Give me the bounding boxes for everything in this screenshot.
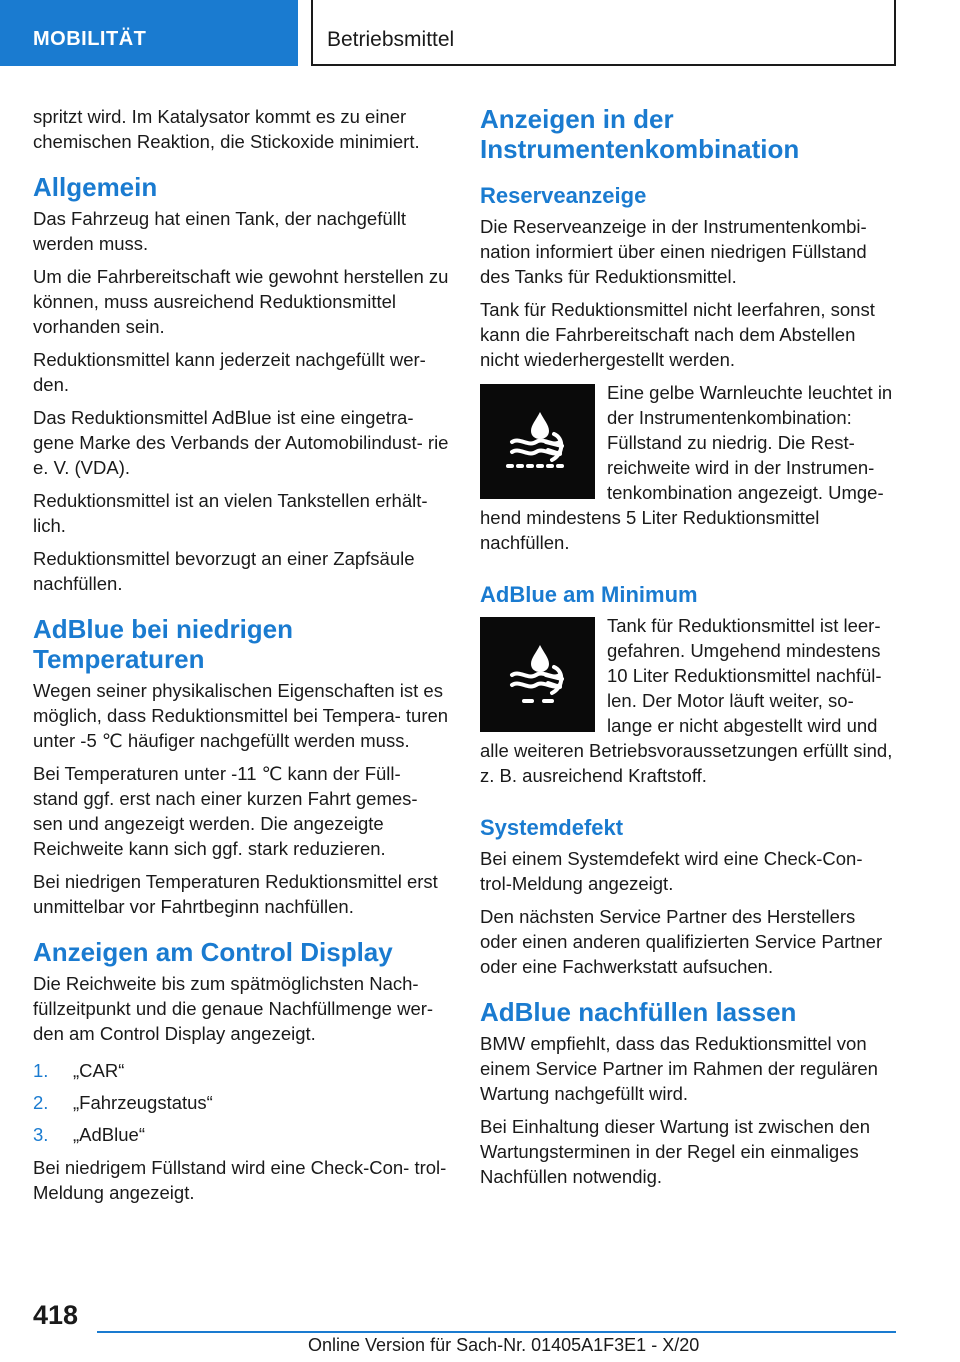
page-header bbox=[0, 0, 960, 66]
adblue-warning-icon bbox=[480, 384, 595, 499]
heading-allgemein: Allgemein bbox=[33, 172, 158, 202]
heading-nachfuellen: AdBlue nachfüllen lassen bbox=[480, 997, 797, 1027]
paragraph: Tank für Reduktionsmittel nicht leerfahren, sonst kann die Fahrbereitschaft nach dem Abstellen nicht wiederhergestellt werden. bbox=[480, 299, 875, 370]
paragraph: Das Reduktionsmittel AdBlue ist eine eingetra‐ gene Marke des Verbands der Automobilindust‐ rie e. V. (VDA). bbox=[33, 407, 449, 478]
paragraph: Reduktionsmittel kann jederzeit nachgefüllt wer‐ den. bbox=[33, 349, 426, 395]
paragraph: Wegen seiner physikalischen Eigenschaften ist es möglich, dass Reduktionsmittel bei Tempera‐ turen unter -5 ℃ häufiger nachgefüllt werden muss. bbox=[33, 680, 449, 751]
page-number: 418 bbox=[33, 1300, 79, 1330]
heading-control-display: Anzeigen am Control Display bbox=[33, 937, 393, 967]
paragraph: Bei einem Systemdefekt wird eine Check-Con‐ trol-Meldung angezeigt. bbox=[480, 848, 863, 894]
reserve-icon-block bbox=[480, 380, 896, 563]
paragraph: Bei Einhaltung dieser Wartung ist zwischen den Wartungsterminen in der Regel ein einmaliges Nachfüllen notwendig. bbox=[480, 1116, 871, 1187]
heading-minimum: AdBlue am Minimum bbox=[480, 582, 698, 607]
minimum-icon-block bbox=[480, 613, 896, 796]
chapter-title: Betriebsmittel bbox=[311, 0, 896, 66]
step-text: „AdBlue“ bbox=[73, 1124, 145, 1145]
right-column bbox=[480, 104, 896, 1197]
paragraph: Reduktionsmittel bevorzugt an einer Zapfsäule nachfüllen. bbox=[33, 548, 415, 594]
footer-text: Online Version für Sach-Nr. 01405A1F3E1 - X/20 bbox=[308, 1335, 700, 1355]
list-item bbox=[33, 1090, 449, 1115]
step-text: „CAR“ bbox=[73, 1060, 125, 1081]
list-item bbox=[33, 1058, 449, 1083]
step-number: 1. bbox=[33, 1060, 49, 1081]
heading-systemdefekt: Systemdefekt bbox=[480, 815, 624, 840]
paragraph: Die Reserveanzeige in der Instrumentenkombi‐ nation informiert über einen niedrigen Füllstand des Tanks für Reduktionsmittel. bbox=[480, 216, 867, 287]
heading-instrument: Anzeigen in der Instrumentenkombination bbox=[480, 104, 800, 164]
paragraph: Bei Temperaturen unter -11 ℃ kann der Füll‐ stand ggf. erst nach einer kurzen Fahrt gemes‐ sen und angezeigt werden. Die angezeigte Reichweite kann sich ggf. stark reduzieren. bbox=[33, 763, 418, 859]
steps-list bbox=[33, 1058, 449, 1147]
step-number: 3. bbox=[33, 1124, 49, 1145]
paragraph: Um die Fahrbereitschaft wie gewohnt herstellen zu können, muss ausreichend Reduktionsmittel vorhanden sein. bbox=[33, 266, 449, 337]
list-item bbox=[33, 1122, 449, 1147]
paragraph: BMW empfiehlt, dass das Reduktionsmittel von einem Service Partner im Rahmen der regulären Wartung nachgefüllt wird. bbox=[480, 1033, 878, 1104]
paragraph: Reduktionsmittel ist an vielen Tankstellen erhält‐ lich. bbox=[33, 490, 428, 536]
paragraph: Das Fahrzeug hat einen Tank, der nachgefüllt werden muss. bbox=[33, 208, 406, 254]
reserve-icon-text: Eine gelbe Warnleuchte leuchtet in der Instrumentenkombination: Füllstand zu niedrig. Die Rest‐ reichweite wird in der Instrumen‐ tenkombination angezeigt. Umge‐ hend mindestens 5 Liter Reduktionsmittel nachfüllen. bbox=[480, 382, 893, 553]
minimum-icon-text: Tank für Reduktionsmittel ist leer‐ gefahren. Umgehend mindestens 10 Liter Reduktionsmittel nachfül‐ len. Der Motor läuft weiter, so‐ lange er nicht abgestellt wird und alle weiteren Betriebsvoraussetzungen erfüllt sind, z. B. ausreichend Kraftstoff. bbox=[480, 615, 893, 786]
paragraph: Den nächsten Service Partner des Herstellers oder einen anderen qualifizierten Service Partner oder eine Fachwerkstatt aufsuchen. bbox=[480, 906, 883, 977]
heading-temperaturen: AdBlue bei niedrigen Temperaturen bbox=[33, 614, 294, 674]
left-column bbox=[33, 104, 449, 1213]
paragraph: Bei niedrigem Füllstand wird eine Check-Con‐ trol-Meldung angezeigt. bbox=[33, 1157, 447, 1203]
section-tab: MOBILITÄT bbox=[0, 0, 298, 66]
paragraph: Die Reichweite bis zum spätmöglichsten Nach‐ füllzeitpunkt und die genaue Nachfüllmenge wer‐ den am Control Display angezeigt. bbox=[33, 973, 434, 1044]
footer-divider bbox=[97, 1331, 896, 1333]
step-text: „Fahrzeugstatus“ bbox=[73, 1092, 213, 1113]
adblue-minimum-icon bbox=[480, 617, 595, 732]
intro-paragraph: spritzt wird. Im Katalysator kommt es zu einer chemischen Reaktion, die Stickoxide minimiert. bbox=[33, 106, 420, 152]
step-number: 2. bbox=[33, 1092, 49, 1113]
heading-reserve: Reserveanzeige bbox=[480, 183, 647, 208]
paragraph: Bei niedrigen Temperaturen Reduktionsmittel erst unmittelbar vor Fahrtbeginn nachfüllen. bbox=[33, 871, 438, 917]
